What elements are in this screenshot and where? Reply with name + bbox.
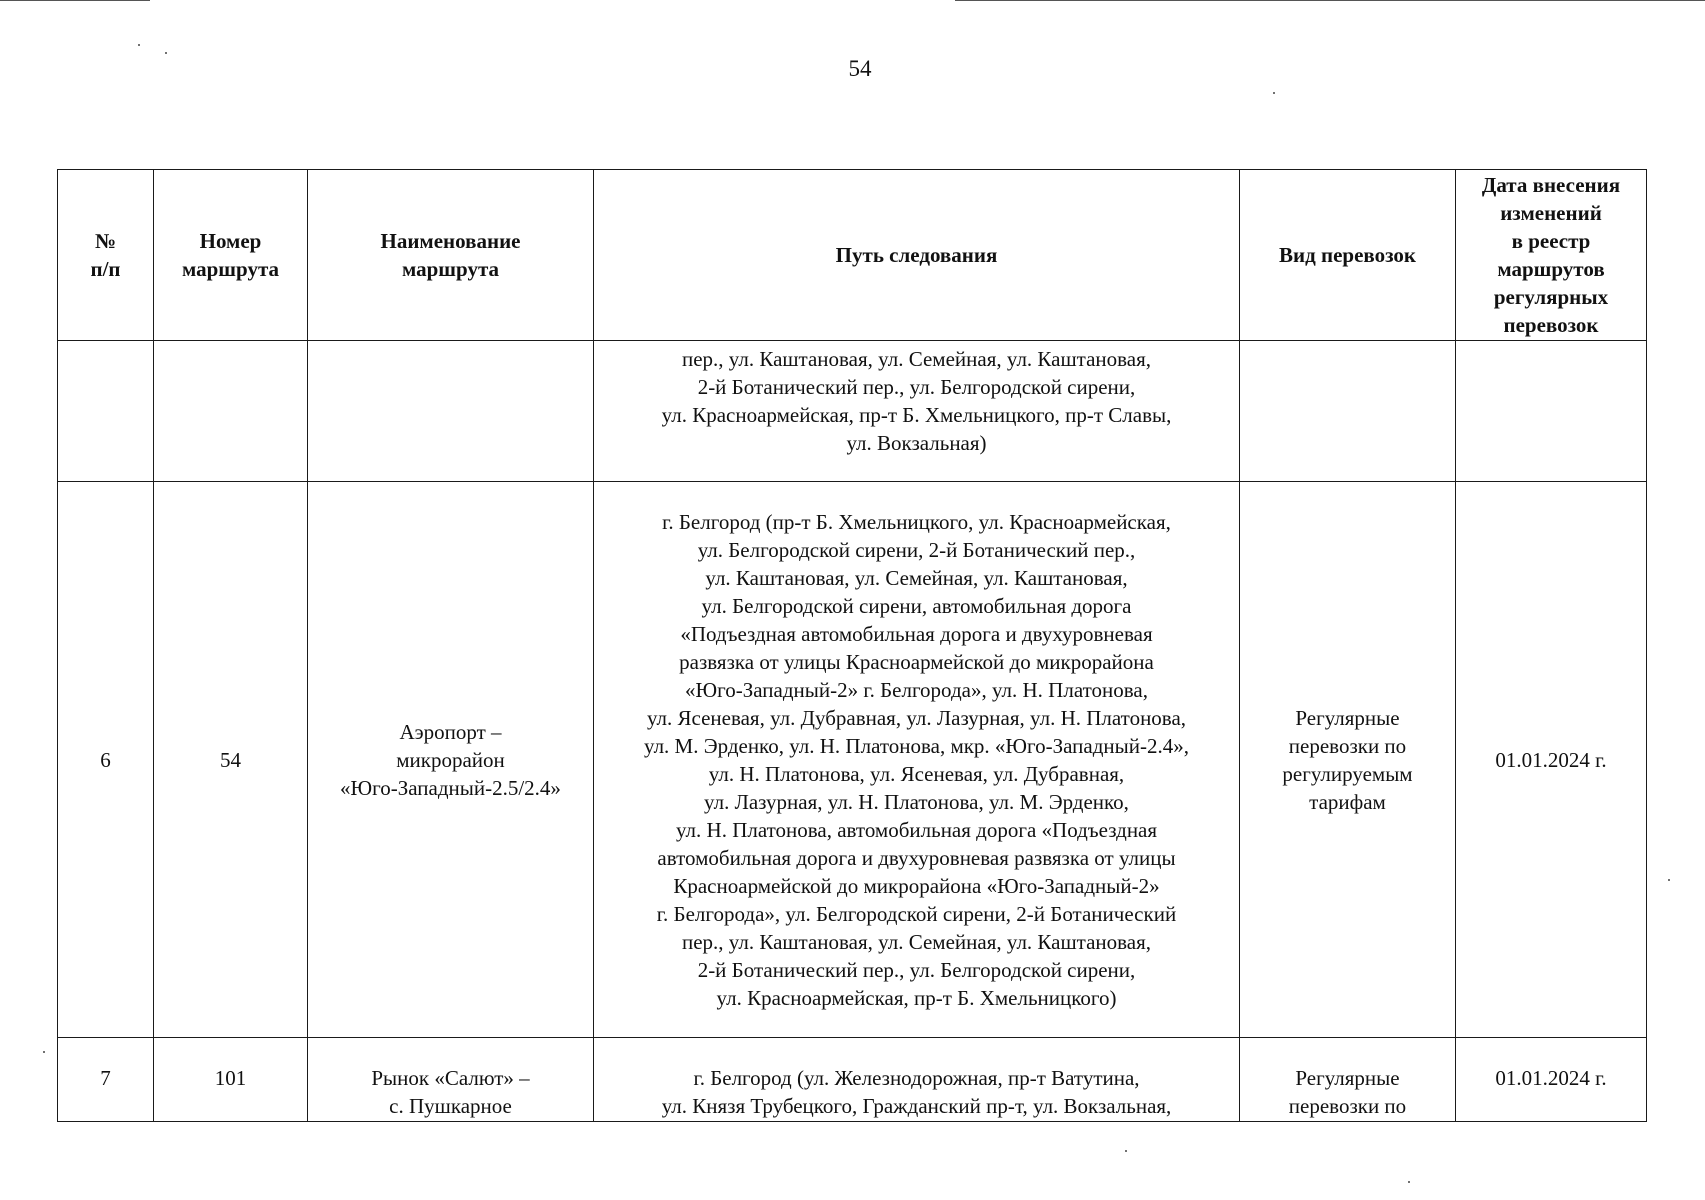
cell-num (58, 341, 154, 482)
header-change-date: Дата внесения изменений в реестр маршрутов регулярных перевозок (1456, 170, 1647, 341)
header-path: Путь следования (594, 170, 1240, 341)
scan-top-rule-left (0, 0, 150, 1)
scan-speck (43, 1051, 45, 1053)
scan-speck (1408, 1181, 1410, 1183)
cell-num: 7 (58, 1038, 154, 1122)
cell-change-date: 01.01.2024 г. (1456, 1038, 1647, 1122)
header-route-name: Наименование маршрута (308, 170, 594, 341)
cell-change-date: 01.01.2024 г. (1456, 482, 1647, 1038)
cell-transport-type: Регулярные перевозки по регулируемым тарифам (1240, 482, 1456, 1038)
cell-path: г. Белгород (пр-т Б. Хмельницкого, ул. Красноармейская, ул. Белгородской сирени, 2-й Ботанический пер., ул. Каштановая, ул. Семейная, ул. Каштановая, ул. Белгородской сирени, автомобильная дорога «Подъездная автомобильная дорога и двухуровневая развязка от улицы Красноармейской до микрорайона «Юго-Западный-2» г. Белгорода», ул. Н. Платонова, ул. Ясеневая, ул. Дубравная, ул. Лазурная, ул. Н. Платонова, ул. М. Эрденко, ул. Н. Платонова, мкр. «Юго-Западный-2.4», ул. Н. Платонова, ул. Ясеневая, ул. Дубравная, ул. Лазурная, ул. Н. Платонова, ул. М. Эрденко, ул. Н. Платонова, автомобильная дорога «Подъездная автомобильная дорога и двухуровневая развязка от улицы Красноармейской до микрорайона «Юго-Западный-2» г. Белгорода», ул. Белгородской сирени, 2-й Ботанический пер., ул. Каштановая, ул. Семейная, ул. Каштановая, 2-й Ботанический пер., ул. Белгородской сирени, ул. Красноармейская, пр-т Б. Хмельницкого) (594, 482, 1240, 1038)
table-row (58, 482, 1647, 1038)
cell-change-date (1456, 341, 1647, 482)
cell-route-number: 101 (154, 1038, 308, 1122)
cell-route-number (154, 341, 308, 482)
cell-route-name (308, 341, 594, 482)
scan-speck (1273, 92, 1275, 94)
scan-speck (165, 52, 167, 54)
scan-speck (1668, 879, 1670, 881)
scan-speck (1125, 1150, 1127, 1152)
table-row (58, 1038, 1647, 1122)
scan-speck (138, 44, 140, 46)
routes-table (57, 169, 1647, 1122)
header-transport-type: Вид перевозок (1240, 170, 1456, 341)
header-num: № п/п (58, 170, 154, 341)
cell-num: 6 (58, 482, 154, 1038)
cell-transport-type: Регулярные перевозки по (1240, 1038, 1456, 1122)
page-number: 54 (848, 56, 872, 81)
cell-transport-type (1240, 341, 1456, 482)
cell-route-name: Рынок «Салют» – с. Пушкарное (308, 1038, 594, 1122)
cell-route-number: 54 (154, 482, 308, 1038)
cell-path: пер., ул. Каштановая, ул. Семейная, ул. Каштановая, 2-й Ботанический пер., ул. Белгородской сирени, ул. Красноармейская, пр-т Б. Хмельницкого, пр-т Славы, ул. Вокзальная) (594, 341, 1240, 482)
cell-path: г. Белгород (ул. Железнодорожная, пр-т Ватутина, ул. Князя Трубецкого, Гражданский пр-т, ул. Вокзальная, (594, 1038, 1240, 1122)
header-route-number: Номер маршрута (154, 170, 308, 341)
scan-top-rule-right (955, 0, 1705, 1)
table-header-row (58, 170, 1647, 341)
table-row-continuation (58, 341, 1647, 482)
cell-route-name: Аэропорт – микрорайон «Юго-Западный-2.5/2.4» (308, 482, 594, 1038)
